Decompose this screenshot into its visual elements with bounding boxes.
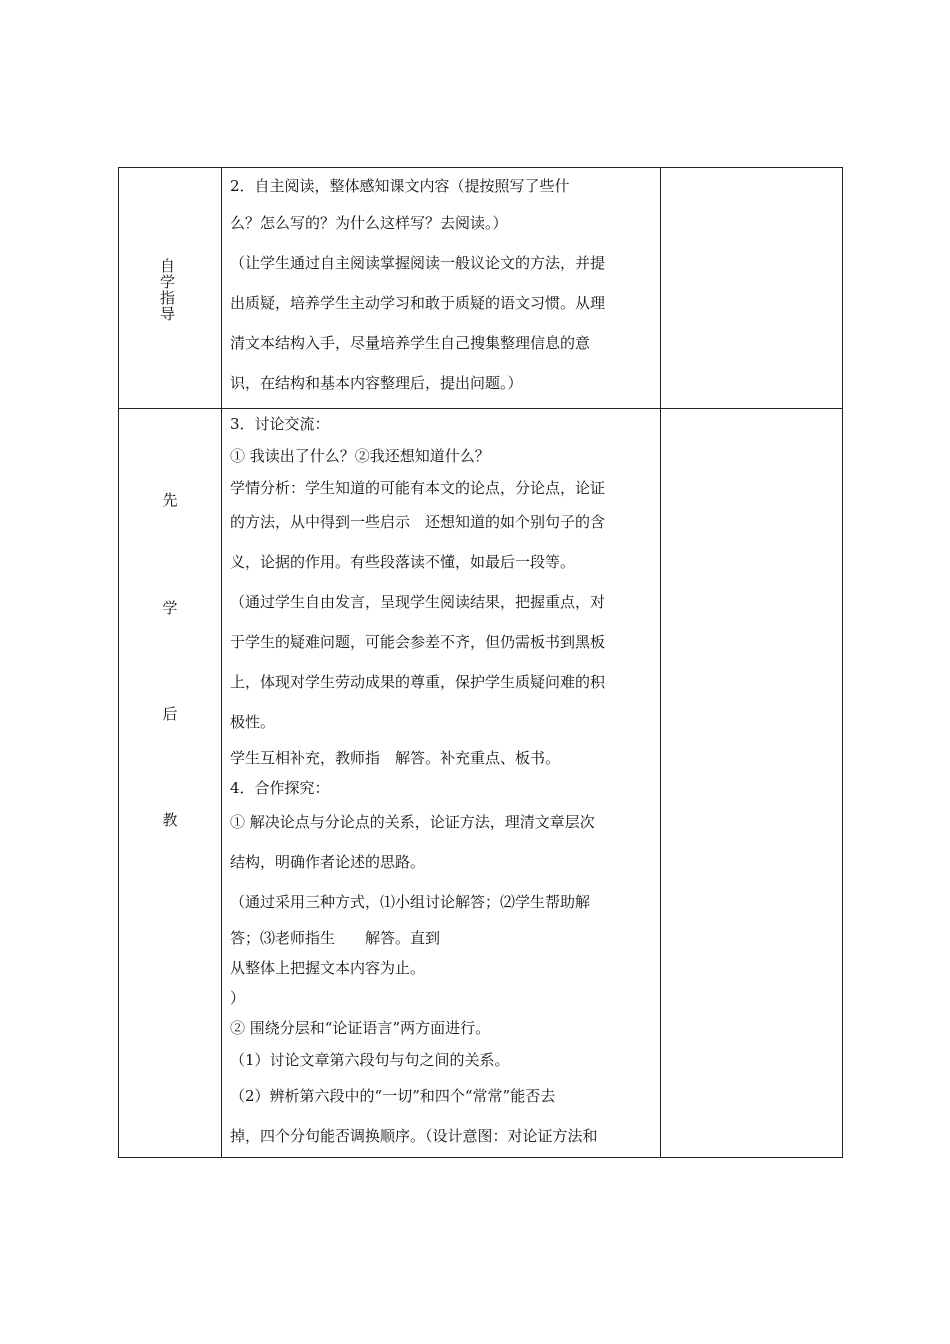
section-label-self-study: 自学指导 — [158, 258, 176, 322]
text-line: 掉，四个分句能否调换顺序。（设计意图：对论证方法和 — [230, 1127, 598, 1145]
notes-cell — [661, 168, 843, 409]
text-line: 清文本结构入手，尽量培养学生自己搜集整理信息的意 — [230, 334, 591, 352]
text-line: 么？怎么写的？为什么这样写？去阅读。） — [230, 214, 508, 232]
content-cell — [222, 409, 661, 1158]
content-cell — [222, 168, 661, 409]
text-line: 学情分析：学生知道的可能有本文的论点，分论点，论证 — [230, 479, 606, 497]
text-line: 极性。 — [230, 713, 276, 731]
text-line: 从整体上把握文本内容为止。 — [230, 959, 426, 977]
text-line: 的方法，从中得到一些启示 还想知道的如个别句子的含 — [230, 513, 606, 531]
section-char: 后 — [162, 705, 178, 723]
text-line: 2．自主阅读，整体感知课文内容（提按照写了些什 — [230, 177, 570, 195]
text-line: 答；⑶老师指生 解答。直到 — [230, 929, 441, 947]
text-line: 结构，明确作者论述的思路。 — [230, 853, 426, 871]
text-line: 上，体现对学生劳动成果的尊重，保护学生质疑问难的积 — [230, 673, 606, 691]
text-line: 3．讨论交流： — [230, 415, 330, 433]
lesson-plan-table — [118, 167, 843, 1158]
text-line: （通过学生自由发言，呈现学生阅读结果，把握重点，对 — [230, 593, 606, 611]
section-label-cell — [119, 409, 222, 1158]
text-line: （1）讨论文章第六段句与句之间的关系。 — [230, 1051, 510, 1069]
text-line: （通过采用三种方式，⑴小组讨论解答；⑵学生帮助解 — [230, 893, 591, 911]
text-line: （让学生通过自主阅读掌握阅读一般议论文的方法，并提 — [230, 254, 606, 272]
text-line: 识，在结构和基本内容整理后，提出问题。） — [230, 374, 523, 392]
text-line: 4．合作探究： — [230, 779, 330, 797]
text-line: 义，论据的作用。有些段落读不懂，如最后一段等。 — [230, 553, 576, 571]
text-line: ） — [230, 989, 246, 1007]
section-char: 先 — [162, 491, 178, 509]
section-label-cell — [119, 168, 222, 409]
section-char: 学 — [162, 599, 178, 617]
table-row — [119, 168, 843, 409]
text-line: （2）辨析第六段中的“一切”和四个“常常”能否去 — [230, 1087, 556, 1105]
text-line: ① 解决论点与分论点的关系，论证方法，理清文章层次 — [230, 813, 595, 831]
section-char: 教 — [162, 811, 178, 829]
notes-cell — [661, 409, 843, 1158]
text-line: 出质疑，培养学生主动学习和敢于质疑的语文习惯。从理 — [230, 294, 606, 312]
text-line: 学生互相补充，教师指 解答。补充重点、板书。 — [230, 749, 561, 767]
text-line: ① 我读出了什么？②我还想知道什么？ — [230, 447, 490, 465]
text-line: 于学生的疑难问题，可能会参差不齐，但仍需板书到黑板 — [230, 633, 606, 651]
table-row — [119, 409, 843, 1158]
text-line: ② 围绕分层和“论证语言”两方面进行。 — [230, 1019, 491, 1037]
